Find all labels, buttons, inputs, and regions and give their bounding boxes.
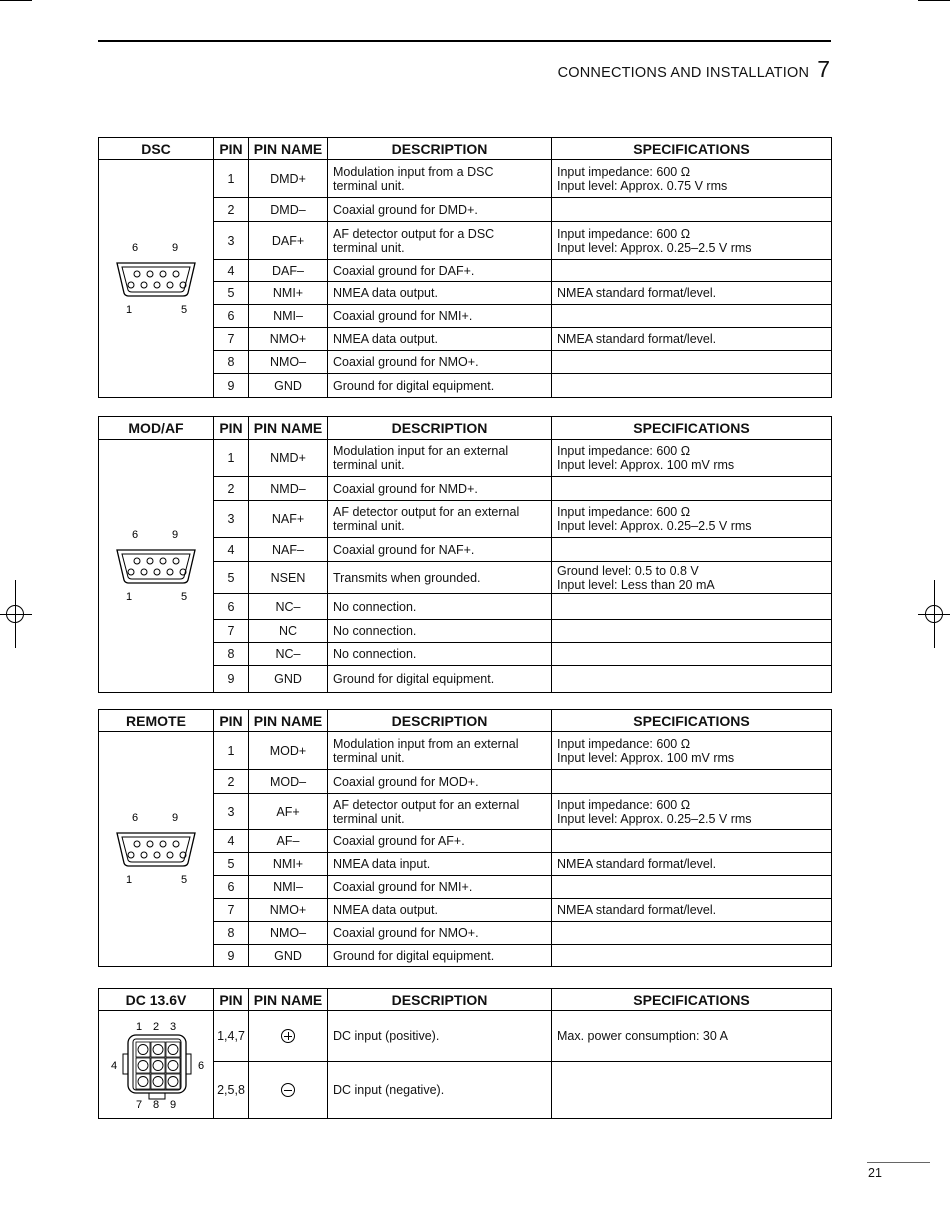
connector-pin-hole	[167, 282, 173, 288]
description-column-header: DESCRIPTION	[328, 417, 552, 440]
pin-description	[328, 1062, 552, 1119]
specification-line: Input level: Approx. 0.25–2.5 V rms	[557, 519, 752, 533]
pin-description	[328, 501, 552, 538]
pin-specification	[552, 922, 832, 945]
pin-description	[328, 643, 552, 666]
connector-pin-label: 2	[152, 1020, 160, 1033]
pin-description	[328, 899, 552, 922]
description-line: Transmits when grounded.	[333, 570, 481, 585]
connector-pin-hole	[168, 1060, 178, 1070]
pin-name	[249, 1062, 328, 1119]
db9-connector-icon	[111, 526, 201, 606]
table-row	[99, 440, 832, 477]
specification-line: Input level: Approx. 0.25–2.5 V rms	[557, 811, 752, 826]
connector-diagram	[99, 440, 214, 693]
pin-name: DMD–	[249, 198, 328, 222]
pin-specification	[552, 477, 832, 501]
description-line: Coaxial ground for NMI+.	[333, 309, 473, 323]
description-line: Ground for digital equipment.	[333, 672, 495, 686]
pin-name-column-header: PIN NAME	[249, 710, 328, 732]
pin-name: DAF–	[249, 260, 328, 282]
pin-name: AF+	[249, 794, 328, 830]
pin-name: NC–	[249, 594, 328, 620]
pin-number: 4	[214, 260, 249, 282]
pin-number: 1	[214, 440, 249, 477]
connector-pin-hole	[154, 852, 160, 858]
specification-line: Input level: Less than 20 mA	[557, 577, 715, 592]
description-line: Coaxial ground for NAF+.	[333, 542, 475, 557]
pin-specification	[552, 643, 832, 666]
connector-pin-label: 9	[171, 241, 179, 254]
connector-pin-hole	[168, 1076, 178, 1086]
connector-pin-label: 6	[131, 241, 139, 254]
header-rule	[98, 40, 831, 42]
pin-name	[249, 1011, 328, 1062]
footer-rule	[867, 1162, 930, 1163]
connector-pin-hole	[173, 271, 179, 277]
pin-table-dc-13-6v	[98, 988, 832, 1119]
pin-specification	[552, 830, 832, 853]
table-header-row	[99, 417, 832, 440]
pin-name: NC	[249, 620, 328, 643]
pin-name: NAF+	[249, 501, 328, 538]
specification-line: NMEA standard format/level.	[557, 332, 717, 346]
pin-description	[328, 666, 552, 693]
specification-line: NMEA standard format/level.	[557, 857, 717, 871]
pin-specification	[552, 538, 832, 562]
pin-number: 9	[214, 374, 249, 398]
pin-number: 3	[214, 501, 249, 538]
connector-pin-hole	[141, 569, 147, 575]
section-title: CONNECTIONS AND INSTALLATION	[557, 65, 810, 81]
pin-number: 1	[214, 732, 249, 770]
pin-specification	[552, 440, 832, 477]
pin-number: 8	[214, 643, 249, 666]
description-line: No connection.	[333, 599, 417, 614]
pin-number: 2,5,8	[214, 1062, 249, 1119]
pin-number: 2	[214, 770, 249, 794]
pin-column-header: PIN	[214, 710, 249, 732]
table-header-row	[99, 989, 832, 1011]
connector-pin-hole	[134, 841, 140, 847]
description-line: Coaxial ground for MOD+.	[333, 774, 479, 789]
description-line: Coaxial ground for NMI+.	[333, 880, 473, 894]
pin-name: NMD+	[249, 440, 328, 477]
pin-specification	[552, 374, 832, 398]
specification-line: Input level: Approx. 100 mV rms	[557, 750, 735, 765]
pin-column-header: PIN	[214, 989, 249, 1011]
pin-specification	[552, 198, 832, 222]
pin-number: 8	[214, 922, 249, 945]
pin-table-remote	[98, 709, 832, 967]
pin-specification	[552, 328, 832, 351]
specifications-column-header: SPECIFICATIONS	[552, 138, 832, 160]
pin-description	[328, 305, 552, 328]
pin-description	[328, 160, 552, 198]
pin-description	[328, 620, 552, 643]
pin-number: 6	[214, 594, 249, 620]
description-column-header: DESCRIPTION	[328, 710, 552, 732]
pin-name-column-header: PIN NAME	[249, 417, 328, 440]
pin-name: GND	[249, 945, 328, 967]
description-line: NMEA data output.	[333, 332, 438, 346]
description-line: terminal unit.	[333, 811, 405, 826]
specifications-column-header: SPECIFICATIONS	[552, 417, 832, 440]
pin-number: 8	[214, 351, 249, 374]
pin-description	[328, 374, 552, 398]
description-line: Coaxial ground for NMO+.	[333, 355, 479, 369]
pin-name-column-header: PIN NAME	[249, 989, 328, 1011]
connector-name-header: DSC	[99, 138, 214, 160]
pin-description	[328, 351, 552, 374]
specification-line: NMEA standard format/level.	[557, 286, 717, 300]
description-line: AF detector output for an external	[333, 505, 520, 519]
pin-name: NSEN	[249, 562, 328, 594]
connector-pin-hole	[141, 282, 147, 288]
connector-pin-hole	[154, 569, 160, 575]
connector-pin-label: 9	[171, 529, 179, 541]
pin-name: NMI+	[249, 853, 328, 876]
pin-description	[328, 830, 552, 853]
pin-name: NMO+	[249, 328, 328, 351]
pin-description	[328, 328, 552, 351]
connector-name-header: REMOTE	[99, 710, 214, 732]
pin-description	[328, 440, 552, 477]
connector-pin-hole	[160, 271, 166, 277]
description-line: NMEA data output.	[333, 903, 438, 917]
description-line: NMEA data input.	[333, 857, 431, 871]
connector-pin-hole	[153, 1076, 163, 1086]
description-line: terminal unit.	[333, 240, 405, 255]
connector-pin-label: 1	[125, 591, 133, 603]
connector-pin-hole	[160, 841, 166, 847]
pin-number: 2	[214, 198, 249, 222]
pin-number: 5	[214, 562, 249, 594]
pin-description	[328, 1011, 552, 1062]
connector-pin-label: 1	[125, 874, 133, 886]
pin-description	[328, 562, 552, 594]
pin-description	[328, 794, 552, 830]
power-connector-icon	[102, 1017, 212, 1113]
connector-name-header: DC 13.6V	[99, 989, 214, 1011]
section-header	[558, 56, 830, 83]
connector-pin-hole	[160, 558, 166, 564]
specification-line: Max. power consumption: 30 A	[557, 1029, 728, 1043]
description-column-header: DESCRIPTION	[328, 989, 552, 1011]
specifications-column-header: SPECIFICATIONS	[552, 710, 832, 732]
pin-number: 1	[214, 160, 249, 198]
connector-pin-hole	[138, 1076, 148, 1086]
connector-pin-label: 7	[135, 1098, 143, 1111]
description-line: AF detector output for a DSC	[333, 226, 495, 241]
minus-circle-icon	[281, 1083, 295, 1097]
pin-name: NMD–	[249, 477, 328, 501]
pin-name: NMI–	[249, 876, 328, 899]
description-line: Modulation input from an external	[333, 736, 519, 751]
connector-pin-hole	[141, 852, 147, 858]
connector-pin-label: 5	[180, 303, 188, 316]
pin-specification	[552, 1062, 832, 1119]
connector-pin-hole	[153, 1044, 163, 1054]
pin-number: 7	[214, 620, 249, 643]
pin-name: NMI–	[249, 305, 328, 328]
description-column-header: DESCRIPTION	[328, 138, 552, 160]
pin-specification	[552, 562, 832, 594]
pin-name: NMO–	[249, 351, 328, 374]
pin-name: NMI+	[249, 282, 328, 305]
connector-pin-hole	[147, 558, 153, 564]
specification-line: Input level: Approx. 100 mV rms	[557, 458, 735, 472]
pin-description	[328, 594, 552, 620]
pin-number: 9	[214, 666, 249, 693]
specification-line: Input level: Approx. 0.25–2.5 V rms	[557, 240, 752, 255]
page-number: 21	[868, 1166, 882, 1180]
table-header-row	[99, 138, 832, 160]
pin-table-dsc	[98, 137, 832, 398]
table-row	[99, 732, 832, 770]
pin-name-column-header: PIN NAME	[249, 138, 328, 160]
specification-line: Input impedance: 600 Ω	[557, 797, 691, 812]
pin-specification	[552, 351, 832, 374]
pin-description	[328, 876, 552, 899]
pin-specification	[552, 732, 832, 770]
description-line: No connection.	[333, 624, 417, 638]
pin-description	[328, 198, 552, 222]
pin-number: 6	[214, 305, 249, 328]
connector-pin-label: 1	[125, 303, 133, 316]
registration-mark-top-right	[918, 0, 950, 1]
registration-mark-top-left	[0, 0, 32, 1]
description-line: Coaxial ground for DAF+.	[333, 263, 475, 278]
connector-pin-hole	[168, 1044, 178, 1054]
description-line: Modulation input for an external	[333, 444, 509, 458]
pin-number: 3	[214, 794, 249, 830]
pin-specification	[552, 501, 832, 538]
pin-description	[328, 732, 552, 770]
pin-specification	[552, 945, 832, 967]
description-line: Coaxial ground for NMD+.	[333, 481, 478, 496]
pin-number: 4	[214, 830, 249, 853]
pin-column-header: PIN	[214, 417, 249, 440]
pin-name: GND	[249, 374, 328, 398]
description-line: DC input (positive).	[333, 1029, 440, 1043]
connector-name-header: MOD/AF	[99, 417, 214, 440]
connector-pin-label: 9	[171, 812, 179, 824]
specification-line: Input impedance: 600 Ω	[557, 444, 691, 458]
table-row	[99, 160, 832, 198]
specification-line: Input impedance: 600 Ω	[557, 736, 691, 751]
pin-number: 6	[214, 876, 249, 899]
connector-pin-label: 9	[169, 1098, 177, 1111]
description-line: terminal unit.	[333, 519, 405, 533]
db9-connector-icon	[111, 809, 201, 889]
specification-line: Ground level: 0.5 to 0.8 V	[557, 563, 699, 578]
pin-number: 3	[214, 222, 249, 260]
pin-specification	[552, 222, 832, 260]
connector-diagram	[99, 1011, 214, 1119]
connector-pin-hole	[173, 841, 179, 847]
connector-pin-label: 5	[180, 591, 188, 603]
pin-specification	[552, 794, 832, 830]
pin-number: 7	[214, 328, 249, 351]
description-line: AF detector output for an external	[333, 797, 520, 812]
description-line: Coaxial ground for DMD+.	[333, 202, 478, 217]
pin-description	[328, 538, 552, 562]
connector-pin-hole	[147, 841, 153, 847]
pin-name: NMO–	[249, 922, 328, 945]
connector-pin-label: 6	[197, 1059, 205, 1072]
pin-name: MOD–	[249, 770, 328, 794]
connector-pin-hole	[134, 558, 140, 564]
connector-pin-hole	[138, 1060, 148, 1070]
pin-description	[328, 282, 552, 305]
pin-number: 1,4,7	[214, 1011, 249, 1062]
pin-specification	[552, 770, 832, 794]
pin-specification	[552, 305, 832, 328]
pin-description	[328, 260, 552, 282]
connector-pin-hole	[128, 282, 134, 288]
db9-connector-icon	[111, 239, 201, 319]
specification-line: Input level: Approx. 0.75 V rms	[557, 178, 728, 193]
pin-number: 9	[214, 945, 249, 967]
plus-circle-icon	[281, 1029, 295, 1043]
pin-description	[328, 477, 552, 501]
pin-specification	[552, 620, 832, 643]
pin-name: AF–	[249, 830, 328, 853]
pin-specification	[552, 1011, 832, 1062]
specification-line: NMEA standard format/level.	[557, 903, 717, 917]
connector-pin-hole	[167, 852, 173, 858]
connector-diagram	[99, 732, 214, 967]
pin-number: 7	[214, 899, 249, 922]
description-line: terminal unit.	[333, 750, 405, 765]
connector-pin-hole	[153, 1060, 163, 1070]
table-header-row	[99, 710, 832, 732]
pin-specification	[552, 282, 832, 305]
pin-name: MOD+	[249, 732, 328, 770]
connector-pin-label: 1	[135, 1020, 143, 1033]
pin-specification	[552, 899, 832, 922]
connector-pin-hole	[128, 569, 134, 575]
description-line: terminal unit.	[333, 458, 405, 472]
pin-specification	[552, 853, 832, 876]
connector-pin-label: 6	[131, 812, 139, 824]
connector-pin-hole	[167, 569, 173, 575]
connector-pin-hole	[134, 271, 140, 277]
pin-specification	[552, 160, 832, 198]
connector-pin-label: 3	[169, 1020, 177, 1033]
section-number: 7	[817, 56, 830, 82]
pin-column-header: PIN	[214, 138, 249, 160]
description-line: Coaxial ground for AF+.	[333, 834, 465, 848]
connector-diagram	[99, 160, 214, 398]
connector-pin-hole	[154, 282, 160, 288]
pin-specification	[552, 594, 832, 620]
description-line: Ground for digital equipment.	[333, 948, 495, 963]
pin-description	[328, 222, 552, 260]
pin-description	[328, 945, 552, 967]
pin-specification	[552, 666, 832, 693]
specifications-column-header: SPECIFICATIONS	[552, 989, 832, 1011]
table-row	[99, 1011, 832, 1062]
specification-line: Input impedance: 600 Ω	[557, 505, 691, 519]
description-line: DC input (negative).	[333, 1083, 445, 1097]
pin-name: NMO+	[249, 899, 328, 922]
pin-name: NAF–	[249, 538, 328, 562]
connector-pin-label: 8	[152, 1098, 160, 1111]
connector-pin-hole	[128, 852, 134, 858]
specification-line: Input impedance: 600 Ω	[557, 164, 691, 179]
pin-description	[328, 853, 552, 876]
pin-table-mod-af	[98, 416, 832, 693]
description-line: terminal unit.	[333, 178, 405, 193]
pin-description	[328, 770, 552, 794]
pin-specification	[552, 876, 832, 899]
description-line: Coaxial ground for NMO+.	[333, 926, 479, 940]
connector-pin-hole	[147, 271, 153, 277]
connector-pin-hole	[173, 558, 179, 564]
pin-name: GND	[249, 666, 328, 693]
description-line: NMEA data output.	[333, 286, 438, 300]
pin-number: 2	[214, 477, 249, 501]
pin-name: DMD+	[249, 160, 328, 198]
pin-description	[328, 922, 552, 945]
description-line: No connection.	[333, 647, 417, 661]
connector-pin-hole	[138, 1044, 148, 1054]
pin-name: DAF+	[249, 222, 328, 260]
specification-line: Input impedance: 600 Ω	[557, 226, 691, 241]
pin-name: NC–	[249, 643, 328, 666]
pin-number: 4	[214, 538, 249, 562]
connector-pin-label: 4	[110, 1059, 118, 1072]
pin-specification	[552, 260, 832, 282]
description-line: Modulation input from a DSC	[333, 164, 494, 179]
pin-number: 5	[214, 853, 249, 876]
connector-pin-label: 6	[131, 529, 139, 541]
pin-number: 5	[214, 282, 249, 305]
description-line: Ground for digital equipment.	[333, 378, 495, 393]
connector-pin-label: 5	[180, 874, 188, 886]
